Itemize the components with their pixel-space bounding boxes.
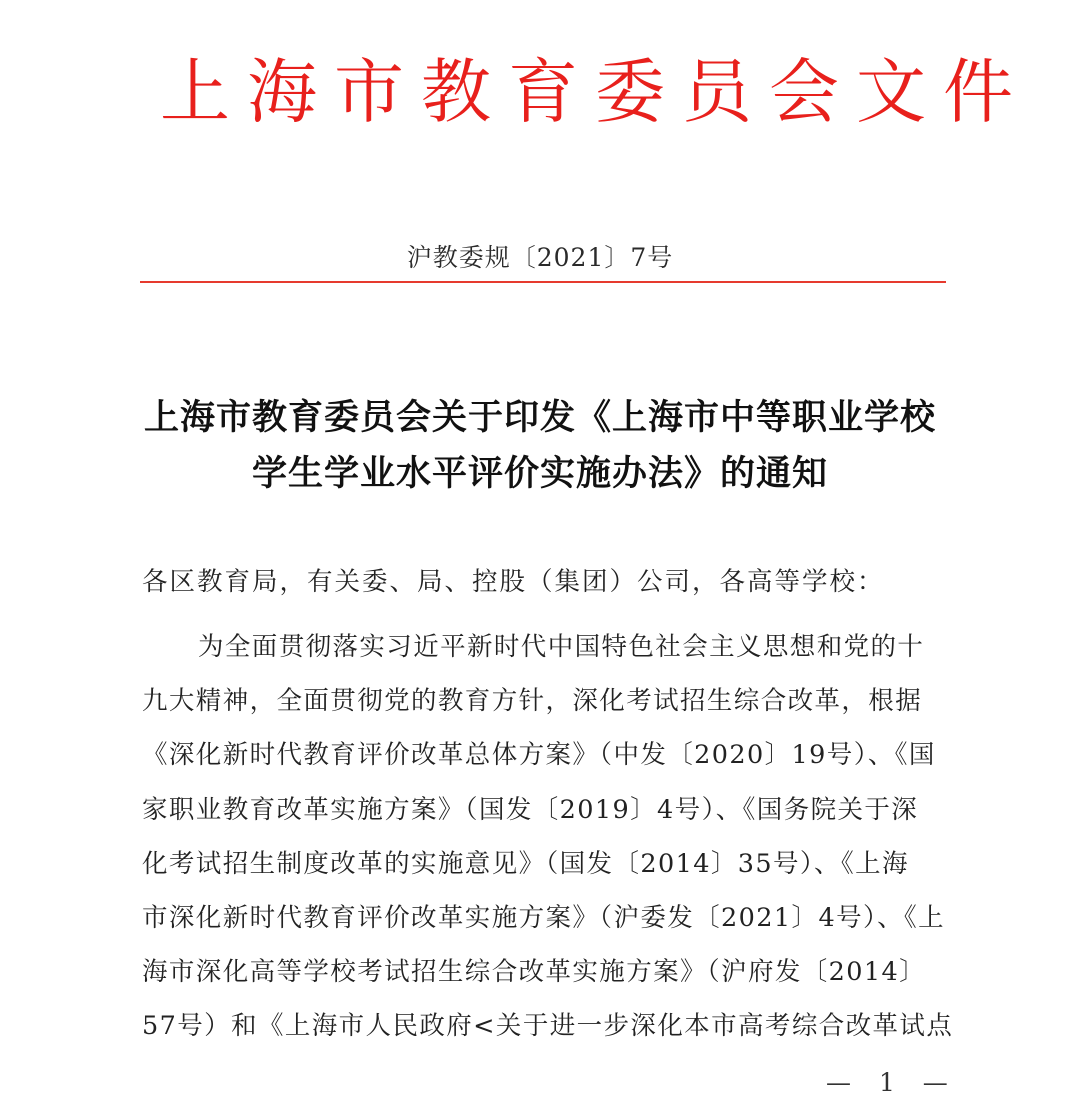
body-paragraph [142, 620, 952, 1054]
red-divider-line [140, 281, 946, 283]
salutation: 各区教育局，有关委、局、控股（集团）公司，各高等学校： [142, 567, 885, 597]
body-line: 为全面贯彻落实习近平新时代中国特色社会主义思想和党的十 [198, 632, 925, 662]
body-line: 57号）和《上海市人民政府<关于进一步深化本市高考综合改革试点 [142, 1011, 954, 1042]
notice-title-line-1: 上海市教育委员会关于印发《上海市中等职业学校 [143, 397, 936, 438]
notice-title [0, 390, 1080, 502]
body-line: 市深化新时代教育评价改革实施方案》（沪委发〔2021〕4号）、《上 [142, 903, 946, 934]
notice-title-line-2: 学生学业水平评价实施办法》的通知 [251, 453, 828, 494]
document-number: 沪教委规〔2021〕7号 [406, 243, 674, 272]
body-line: 化考试招生制度改革的实施意见》（国发〔2014〕35号）、《上海 [142, 848, 909, 879]
body-line: 《深化新时代教育评价改革总体方案》（中发〔2020〕19号）、《国 [142, 740, 936, 771]
body-line: 九大精神，全面贯彻党的教育方针，深化考试招生综合改革，根据 [142, 686, 923, 717]
document-header-title: 上海市教育委员会文件 [160, 51, 1030, 133]
body-line: 家职业教育改革实施方案》（国发〔2019〕4号）、《国务院关于深 [142, 794, 919, 825]
page-number: — 1 — [826, 1068, 958, 1097]
body-line: 海市深化高等学校考试招生综合改革实施方案》（沪府发〔2014〕 [142, 957, 927, 988]
